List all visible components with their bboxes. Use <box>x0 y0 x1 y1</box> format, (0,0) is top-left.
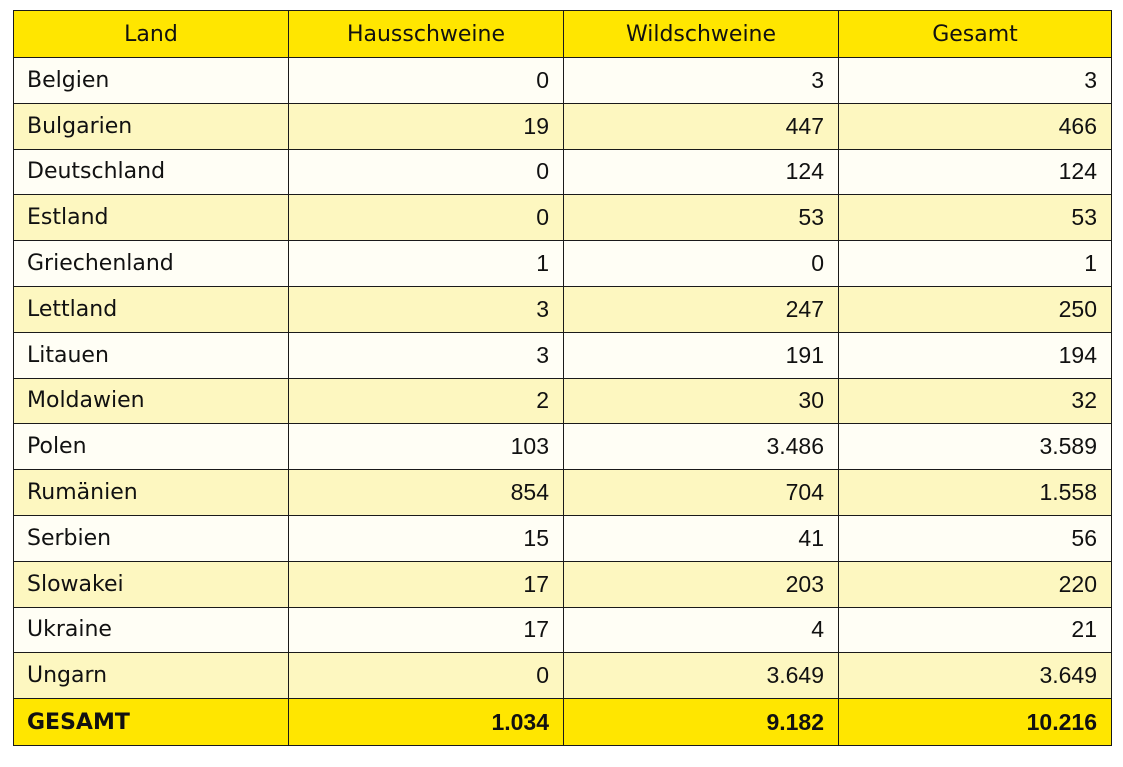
cell-hausschweine: 1 <box>289 241 564 287</box>
cell-hausschweine: 15 <box>289 515 564 561</box>
table-row <box>14 378 1112 424</box>
column-header-wildschweine: Wildschweine <box>564 11 839 58</box>
cell-wildschweine: 4 <box>564 607 839 653</box>
cell-land: Moldawien <box>14 378 289 424</box>
cell-gesamt: 53 <box>839 195 1112 241</box>
cell-hausschweine: 2 <box>289 378 564 424</box>
cell-land: Polen <box>14 424 289 470</box>
cell-total-gesamt: 10.216 <box>839 699 1112 746</box>
cell-wildschweine: 3.649 <box>564 653 839 699</box>
cell-land: Rumänien <box>14 470 289 516</box>
cell-hausschweine: 19 <box>289 103 564 149</box>
table-row <box>14 195 1112 241</box>
table-row <box>14 653 1112 699</box>
cell-wildschweine: 247 <box>564 286 839 332</box>
table-row <box>14 515 1112 561</box>
cell-land: Estland <box>14 195 289 241</box>
cell-wildschweine: 191 <box>564 332 839 378</box>
cell-gesamt: 3.589 <box>839 424 1112 470</box>
cell-hausschweine: 3 <box>289 332 564 378</box>
column-header-hausschweine: Hausschweine <box>289 11 564 58</box>
cell-gesamt: 466 <box>839 103 1112 149</box>
cell-gesamt: 56 <box>839 515 1112 561</box>
cell-land: Belgien <box>14 58 289 104</box>
table-row <box>14 424 1112 470</box>
cell-gesamt: 220 <box>839 561 1112 607</box>
table-row <box>14 286 1112 332</box>
cell-wildschweine: 53 <box>564 195 839 241</box>
cell-hausschweine: 3 <box>289 286 564 332</box>
cell-land: Ukraine <box>14 607 289 653</box>
cell-hausschweine: 0 <box>289 149 564 195</box>
cell-gesamt: 32 <box>839 378 1112 424</box>
cell-gesamt: 250 <box>839 286 1112 332</box>
cell-gesamt: 3.649 <box>839 653 1112 699</box>
cell-land: Lettland <box>14 286 289 332</box>
table-row <box>14 103 1112 149</box>
cell-total-wildschweine: 9.182 <box>564 699 839 746</box>
cell-hausschweine: 0 <box>289 58 564 104</box>
cell-gesamt: 124 <box>839 149 1112 195</box>
total-row <box>14 699 1112 746</box>
column-header-gesamt: Gesamt <box>839 11 1112 58</box>
table-row <box>14 149 1112 195</box>
cell-hausschweine: 0 <box>289 653 564 699</box>
cell-land: Ungarn <box>14 653 289 699</box>
cell-land: Bulgarien <box>14 103 289 149</box>
column-header-land: Land <box>14 11 289 58</box>
cell-land: Slowakei <box>14 561 289 607</box>
cell-gesamt: 1 <box>839 241 1112 287</box>
data-table <box>13 10 1112 746</box>
table-row <box>14 241 1112 287</box>
cell-gesamt: 3 <box>839 58 1112 104</box>
cell-land: Serbien <box>14 515 289 561</box>
cell-wildschweine: 0 <box>564 241 839 287</box>
table-row <box>14 561 1112 607</box>
cell-hausschweine: 17 <box>289 561 564 607</box>
cell-hausschweine: 854 <box>289 470 564 516</box>
cell-land: Griechenland <box>14 241 289 287</box>
cell-gesamt: 21 <box>839 607 1112 653</box>
cell-wildschweine: 30 <box>564 378 839 424</box>
table-row <box>14 58 1112 104</box>
data-table-container <box>13 10 1111 746</box>
cell-wildschweine: 3 <box>564 58 839 104</box>
table-row <box>14 332 1112 378</box>
cell-wildschweine: 41 <box>564 515 839 561</box>
cell-gesamt: 194 <box>839 332 1112 378</box>
table-row <box>14 470 1112 516</box>
cell-wildschweine: 3.486 <box>564 424 839 470</box>
cell-gesamt: 1.558 <box>839 470 1112 516</box>
cell-land: Litauen <box>14 332 289 378</box>
cell-total-hausschweine: 1.034 <box>289 699 564 746</box>
table-row <box>14 607 1112 653</box>
cell-wildschweine: 447 <box>564 103 839 149</box>
cell-hausschweine: 17 <box>289 607 564 653</box>
cell-total-label: GESAMT <box>14 699 289 746</box>
cell-wildschweine: 124 <box>564 149 839 195</box>
cell-wildschweine: 203 <box>564 561 839 607</box>
cell-hausschweine: 103 <box>289 424 564 470</box>
cell-hausschweine: 0 <box>289 195 564 241</box>
cell-land: Deutschland <box>14 149 289 195</box>
header-row <box>14 11 1112 58</box>
cell-wildschweine: 704 <box>564 470 839 516</box>
